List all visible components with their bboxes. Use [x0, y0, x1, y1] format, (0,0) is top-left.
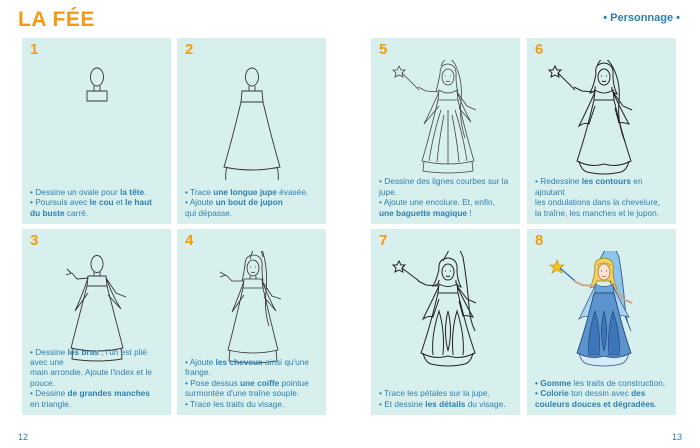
caption-bold-text: du buste [30, 207, 65, 218]
caption-text: ! [467, 207, 472, 218]
step-caption [30, 347, 165, 409]
caption-text: main arrondie. Ajoute l'index et le pouce. [30, 367, 152, 388]
page-title: LA FÉE [18, 8, 95, 31]
caption-line [379, 399, 514, 409]
step-panel-2 [177, 38, 326, 224]
caption-text: et [113, 197, 126, 208]
caption-text: • Dessine un ovale pour [30, 186, 121, 197]
caption-text: • Dessine [30, 388, 68, 399]
caption-line [379, 208, 514, 218]
step-drawing [527, 60, 676, 180]
caption-text: du visage. [465, 398, 506, 409]
caption-text: • Ajoute [185, 197, 216, 208]
step-number: 2 [185, 41, 194, 58]
step-panel-3 [22, 229, 171, 415]
caption-text: en ajoutant [535, 176, 643, 197]
caption-text: • Poursuis avec [30, 197, 90, 208]
caption-text: carré. [64, 207, 89, 218]
caption-text: ; l'un est plié avec une [30, 346, 148, 367]
caption-bold-text: les bras [67, 346, 99, 357]
caption-line [30, 197, 165, 207]
caption-bold-text: la tête [120, 186, 145, 197]
caption-bold-text: une longue jupe [213, 186, 277, 197]
caption-text: • Pose dessus [185, 377, 241, 388]
step-caption [379, 176, 514, 218]
step-number: 4 [185, 232, 194, 249]
caption-line [535, 378, 670, 388]
caption-line [379, 388, 514, 398]
caption-text: en triangle. [30, 398, 72, 409]
step-number: 8 [535, 232, 544, 249]
caption-bold-text: couleurs douces et dégradées [535, 398, 655, 409]
caption-bold-text: les contours [581, 176, 632, 187]
step-number: 3 [30, 232, 39, 249]
caption-bold-text: le haut [125, 197, 152, 208]
caption-bold-text: une baguette magique [379, 207, 468, 218]
caption-line [379, 197, 514, 207]
step-drawing [371, 60, 520, 180]
caption-text: les ondulations dans la chevelure, [535, 197, 660, 208]
step-drawing [177, 251, 326, 371]
caption-line [30, 367, 165, 388]
step-caption [379, 388, 514, 409]
caption-text: • Dessine des lignes courbes sur la jupe. [379, 176, 509, 197]
caption-bold-text: des [631, 388, 646, 399]
caption-bold-text: • Colorie [535, 388, 569, 399]
page-number-right: 13 [671, 432, 682, 442]
caption-line [535, 399, 670, 409]
step-drawing [177, 60, 326, 180]
step-caption [535, 378, 670, 409]
step-panel-7 [371, 229, 520, 415]
caption-text: • Trace les pétales sur la jupe. [379, 388, 490, 399]
caption-line [185, 399, 320, 409]
caption-bold-text: les cheveux [215, 356, 263, 367]
step-caption [185, 357, 320, 409]
step-panel-1 [22, 38, 171, 224]
caption-text: • Ajoute [185, 356, 216, 367]
caption-bold-text: une coiffe [240, 377, 280, 388]
caption-text: . [654, 398, 657, 409]
caption-line [30, 399, 165, 409]
caption-text: surmontée d'une traîne souple. [185, 388, 300, 399]
caption-text: ton dessin avec [568, 388, 632, 399]
caption-text: • Dessine [30, 346, 68, 357]
caption-line [535, 197, 670, 207]
step-number: 6 [535, 41, 544, 58]
step-number: 1 [30, 41, 39, 58]
caption-text: • Redessine [535, 176, 582, 187]
step-panel-5 [371, 38, 520, 224]
caption-text: évasée. [276, 186, 309, 197]
step-panel-6 [527, 38, 676, 224]
caption-bold-text: de grandes manches [67, 388, 151, 399]
caption-line [185, 378, 320, 388]
caption-bold-text: le cou [89, 197, 114, 208]
caption-bold-text: • Gomme [535, 377, 572, 388]
caption-text: • Ajoute une encolure. Et, enfin, [379, 197, 495, 208]
step-caption [535, 176, 670, 218]
caption-line [185, 187, 320, 197]
page-number-left: 12 [18, 432, 29, 442]
step-number: 5 [379, 41, 388, 58]
caption-text: • Et dessine [379, 398, 426, 409]
caption-line [535, 388, 670, 398]
caption-line [379, 176, 514, 197]
step-drawing [22, 60, 171, 180]
caption-text: • Trace les traits du visage. [185, 398, 285, 409]
caption-line [185, 388, 320, 398]
caption-bold-text: un bout de jupon [215, 197, 283, 208]
caption-text: pointue [279, 377, 309, 388]
step-caption [185, 187, 320, 218]
caption-text: la traîne, les manches et le jupon. [535, 207, 660, 218]
caption-line [30, 208, 165, 218]
step-drawing [527, 251, 676, 371]
caption-text: les traits de construction. [571, 377, 666, 388]
step-number: 7 [379, 232, 388, 249]
caption-line [30, 187, 165, 197]
caption-line [535, 208, 670, 218]
step-panel-8 [527, 229, 676, 415]
step-drawing [371, 251, 520, 371]
caption-bold-text: les détails [425, 398, 466, 409]
caption-line [185, 208, 320, 218]
category-label: • Personnage • [603, 12, 680, 24]
caption-text: • Trace [185, 186, 214, 197]
caption-line [185, 197, 320, 207]
caption-line [30, 388, 165, 398]
caption-text: . [144, 186, 147, 197]
step-panel-4 [177, 229, 326, 415]
caption-text: qui dépasse. [185, 207, 233, 218]
caption-line [185, 357, 320, 378]
caption-line [30, 347, 165, 368]
caption-text: ainsi qu'une frange. [185, 356, 309, 378]
step-caption [30, 187, 165, 218]
caption-line [535, 176, 670, 197]
